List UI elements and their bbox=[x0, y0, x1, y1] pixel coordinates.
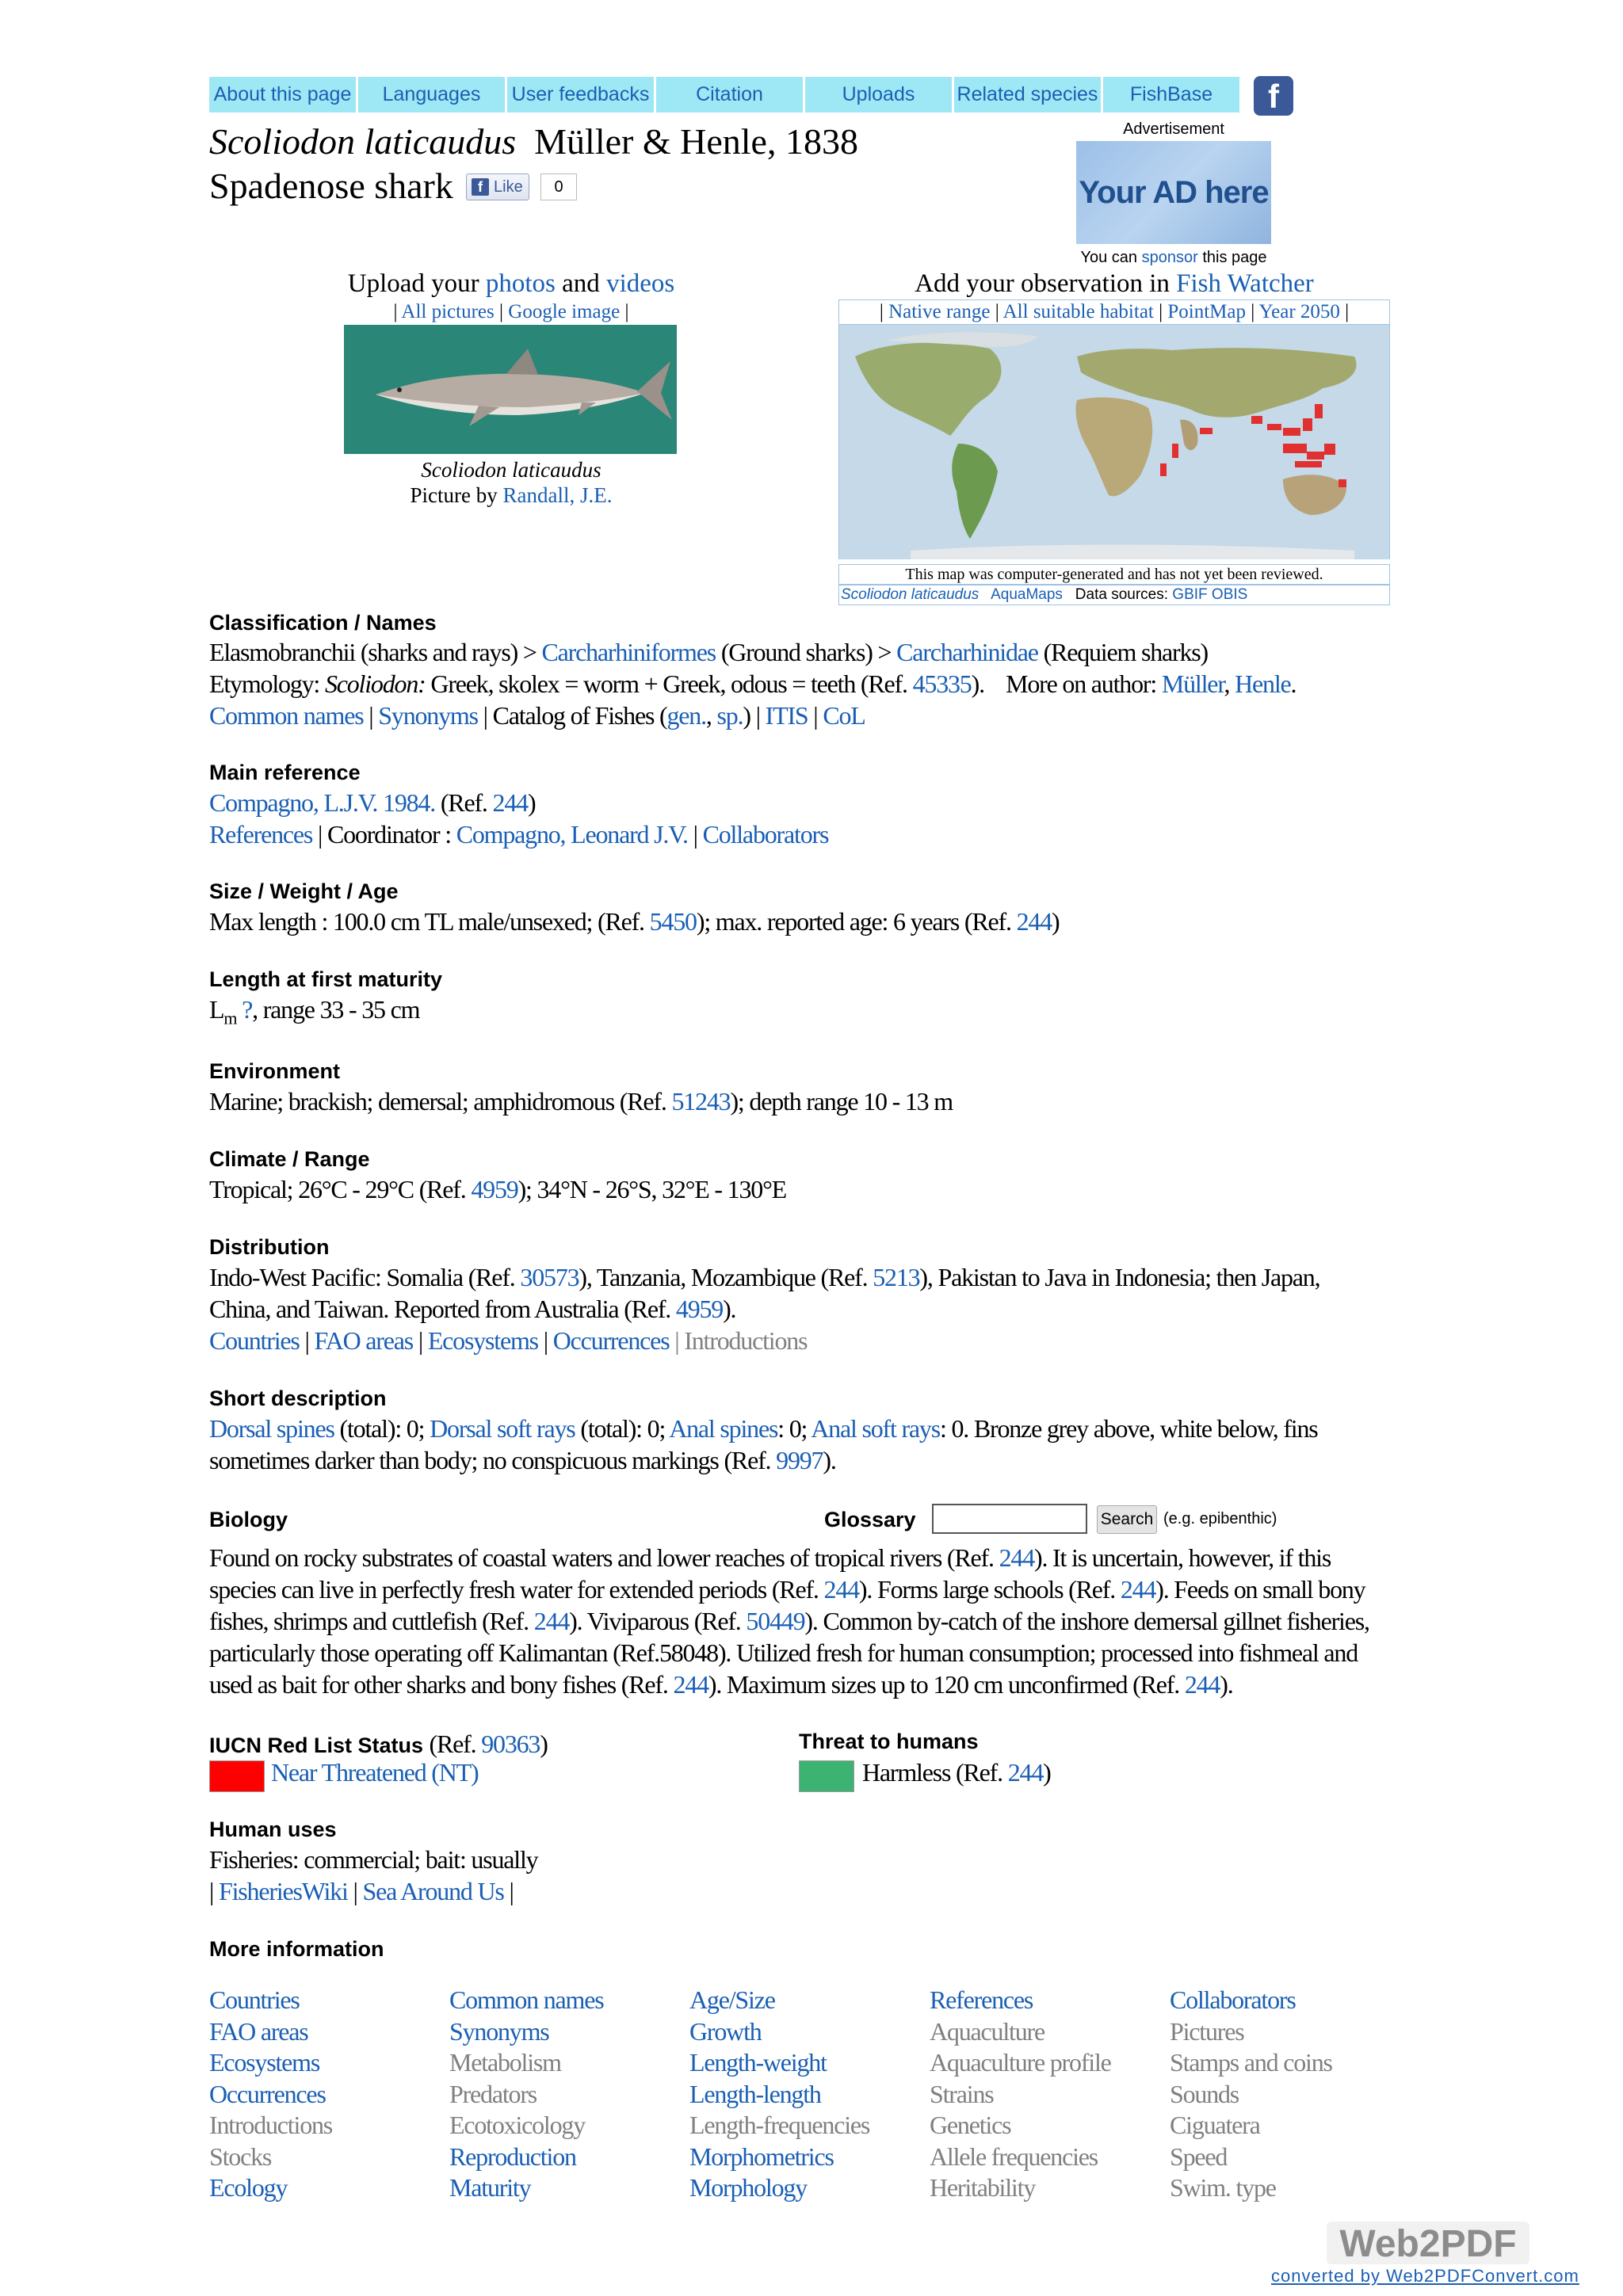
ref-244-link[interactable]: 244 bbox=[1120, 1575, 1156, 1604]
introductions-text: Introductions bbox=[684, 1326, 808, 1355]
glossary-search-input[interactable] bbox=[932, 1504, 1087, 1534]
ref-45335-link[interactable]: 45335 bbox=[912, 669, 972, 698]
author-more-label: More on author: bbox=[1006, 669, 1157, 698]
description-close: ). bbox=[823, 1446, 836, 1474]
environment-heading: Environment bbox=[209, 1059, 341, 1083]
pointmap-link[interactable]: PointMap bbox=[1167, 301, 1246, 322]
climate-line bbox=[209, 1173, 786, 1205]
maturity-range: , range 33 - 35 cm bbox=[252, 995, 420, 1024]
top-navigation bbox=[209, 77, 1239, 113]
biology-text: ). It is uncertain, however, if this bbox=[1034, 1543, 1331, 1572]
dorsal-soft-value: (total): 0; bbox=[580, 1414, 666, 1443]
iucn-ref-line bbox=[430, 1730, 548, 1758]
maturity-help-link[interactable]: ? bbox=[242, 995, 253, 1024]
biology-text: ). Common by-catch of the inshore demersal gillnet fisheries, bbox=[804, 1607, 1369, 1635]
like-label: Like bbox=[494, 177, 523, 196]
biology-line-4: particularly those operating off Kalimantan (Ref.58048). Utilized fresh for human consumption; processed into fishmeal and bbox=[209, 1638, 1358, 1667]
sponsor-prefix: You can bbox=[1080, 249, 1138, 266]
size-heading: Size / Weight / Age bbox=[209, 879, 399, 903]
ref-9997-link[interactable]: 9997 bbox=[776, 1446, 823, 1474]
age-text: ); max. reported age: 6 years (Ref. bbox=[696, 907, 1011, 936]
map-note: This map was computer-generated and has not yet been reviewed. bbox=[838, 564, 1390, 585]
ref-5450-link[interactable]: 5450 bbox=[649, 907, 697, 936]
native-range-link[interactable]: Native range bbox=[888, 301, 991, 322]
photo-credit bbox=[262, 483, 761, 508]
distribution-map[interactable] bbox=[838, 325, 1390, 559]
ref-5213-link[interactable]: 5213 bbox=[873, 1263, 920, 1291]
glossary-label: Glossary bbox=[824, 1508, 916, 1531]
more-info-morphometrics-link[interactable]: Morphometrics bbox=[689, 2142, 834, 2171]
more-info-age-size-link[interactable]: Age/Size bbox=[689, 1985, 775, 2014]
col-link[interactable]: CoL bbox=[823, 701, 865, 730]
distribution-heading: Distribution bbox=[209, 1235, 330, 1259]
author-muller-link[interactable]: Müller bbox=[1161, 669, 1224, 698]
upload-line bbox=[262, 269, 761, 299]
occurrences-link[interactable]: Occurrences bbox=[552, 1326, 670, 1355]
more-info-growth-link[interactable]: Growth bbox=[689, 2016, 762, 2046]
data-sources-label: Data sources: bbox=[1075, 586, 1169, 603]
classification-line bbox=[209, 636, 1208, 668]
more-info-length-length-link[interactable]: Length-length bbox=[689, 2079, 821, 2108]
more-info-sounds-text: Sounds bbox=[1170, 2079, 1239, 2108]
ref-51243-link[interactable]: 51243 bbox=[671, 1087, 731, 1116]
classification-links: Common names | Synonyms | Catalog of Fishes (gen., sp.) | ITIS | CoL bbox=[209, 701, 865, 730]
observe-prefix: Add your observation in bbox=[915, 269, 1170, 298]
short-description-heading: Short description bbox=[209, 1386, 387, 1410]
human-uses-links: | FisheriesWiki | Sea Around Us | bbox=[209, 1877, 514, 1905]
description-text: : 0. Bronze grey above, white below, fins bbox=[939, 1414, 1318, 1443]
more-info-ecosystems-link[interactable]: Ecosystems bbox=[209, 2048, 320, 2077]
distribution-text-5: ). bbox=[723, 1295, 736, 1323]
class-text: Elasmobranchii (sharks and rays) > bbox=[209, 638, 537, 666]
author-henle-link[interactable]: Henle bbox=[1235, 669, 1291, 698]
classification-heading: Classification / Names bbox=[209, 611, 437, 635]
distribution-line-2 bbox=[209, 1293, 735, 1325]
facebook-icon[interactable]: f bbox=[1254, 76, 1293, 116]
more-info-ecotoxicology-text: Ecotoxicology bbox=[449, 2111, 586, 2139]
size-text: Max length : 100.0 cm TL male/unsexed; (Ref. bbox=[209, 907, 644, 936]
references-link[interactable]: References bbox=[209, 820, 313, 849]
threat-heading: Threat to humans bbox=[799, 1730, 979, 1753]
more-info-fao-areas-link[interactable]: FAO areas bbox=[209, 2016, 308, 2046]
like-count: 0 bbox=[540, 174, 577, 200]
reference-links: References | Coordinator : Compagno, Leonard J.V. | Collaborators bbox=[209, 820, 829, 849]
ref-90363-link[interactable]: 90363 bbox=[481, 1730, 540, 1758]
nav-about[interactable]: About this page bbox=[209, 77, 358, 113]
iucn-status-link[interactable]: Near Threatened (NT) bbox=[271, 1758, 479, 1787]
description-text-2: sometimes darker than body; no conspicuous markings (Ref. bbox=[209, 1446, 771, 1474]
lm-subscript: m bbox=[223, 1008, 237, 1028]
sponsor-suffix: this page bbox=[1202, 249, 1267, 266]
suitable-habitat-link[interactable]: All suitable habitat bbox=[1002, 301, 1154, 322]
etymology-text: Greek, skolex = worm + Greek, odous = teeth (Ref. bbox=[430, 669, 907, 698]
distribution-text-3: ), Pakistan to Java in Indonesia; then Japan, bbox=[919, 1263, 1320, 1291]
human-uses-heading: Human uses bbox=[209, 1817, 337, 1841]
nav-citation[interactable]: Citation bbox=[656, 77, 805, 113]
family-link[interactable]: Carcharhinidae bbox=[896, 638, 1038, 666]
size-line bbox=[209, 906, 1059, 937]
more-info-length-weight-link[interactable]: Length-weight bbox=[689, 2048, 827, 2077]
ref-244-link[interactable]: 244 bbox=[1184, 1670, 1220, 1699]
world-map bbox=[839, 325, 1389, 559]
etymology-line: Etymology: Scoliodon: Greek, skolex = worm + Greek, odous = teeth (Ref. 45335). More on author: Müller, Henle. bbox=[209, 669, 1296, 698]
all-pictures-link[interactable]: All pictures bbox=[401, 301, 495, 322]
fisheries-wiki-link[interactable]: FisheriesWiki bbox=[219, 1877, 348, 1905]
more-info-column bbox=[449, 1985, 689, 2204]
ref-244-link[interactable]: 244 bbox=[492, 788, 528, 817]
climate-text: Tropical; 26°C - 29°C (Ref. bbox=[209, 1175, 466, 1203]
human-uses-text: Fisheries: commercial; bait: usually bbox=[209, 1845, 538, 1874]
web2pdf-logo[interactable] bbox=[1327, 2218, 1529, 2267]
nav-fishbase[interactable]: FishBase bbox=[1103, 77, 1239, 113]
distribution-text-2: ), Tanzania, Mozambique (Ref. bbox=[579, 1263, 868, 1291]
biology-text: ). Feeds on small bony bbox=[1155, 1575, 1365, 1604]
fao-areas-link[interactable]: FAO areas bbox=[314, 1326, 414, 1355]
more-info-allele-frequencies-text: Allele frequencies bbox=[930, 2142, 1098, 2171]
dorsal-spines-link[interactable]: Dorsal spines bbox=[209, 1414, 334, 1443]
depth-text: ); depth range 10 - 13 m bbox=[730, 1087, 953, 1116]
ad-label: Advertisement bbox=[1123, 120, 1224, 138]
ref-244-link[interactable]: 244 bbox=[673, 1670, 708, 1699]
ref-244-link[interactable]: 244 bbox=[1007, 1758, 1044, 1787]
map-links: | Native range | All suitable habitat | PointMap | Year 2050 | bbox=[838, 299, 1390, 325]
and-text: and bbox=[562, 269, 600, 298]
more-info-grid bbox=[209, 1985, 1461, 2204]
web2pdf-logo-image bbox=[1327, 2218, 1529, 2267]
synonyms-link[interactable]: Synonyms bbox=[378, 701, 478, 730]
environment-line bbox=[209, 1085, 953, 1117]
ref-50449-link[interactable]: 50449 bbox=[746, 1607, 805, 1635]
nav-languages[interactable]: Languages bbox=[358, 77, 507, 113]
ref-4959-link[interactable]: 4959 bbox=[675, 1295, 724, 1323]
anal-soft-rays-link[interactable]: Anal soft rays bbox=[811, 1414, 940, 1443]
more-info-stamps-and-coins-text: Stamps and coins bbox=[1170, 2048, 1332, 2077]
photo-caption: Scoliodon laticaudus bbox=[421, 458, 601, 482]
biology-line-1 bbox=[209, 1542, 1331, 1573]
nav-uploads[interactable]: Uploads bbox=[805, 77, 954, 113]
obis-link[interactable]: OBIS bbox=[1211, 586, 1248, 603]
more-info-reproduction-link[interactable]: Reproduction bbox=[449, 2142, 576, 2171]
nav-user-feedbacks[interactable]: User feedbacks bbox=[507, 77, 656, 113]
size-close: ) bbox=[1052, 907, 1060, 936]
maturity-line bbox=[209, 994, 419, 1034]
more-info-introductions-text: Introductions bbox=[209, 2111, 333, 2139]
common-names-link[interactable]: Common names bbox=[209, 701, 364, 730]
iucn-ref-close: ) bbox=[540, 1730, 548, 1758]
map-species-link[interactable]: Scoliodon laticaudus bbox=[841, 586, 980, 603]
upload-prefix: Upload your bbox=[347, 269, 479, 298]
ad-banner-text: Your AD here bbox=[1079, 174, 1269, 210]
more-info-strains-text: Strains bbox=[930, 2079, 994, 2108]
dorsal-soft-rays-link[interactable]: Dorsal soft rays bbox=[430, 1414, 575, 1443]
dorsal-spines-value: (total): 0; bbox=[339, 1414, 425, 1443]
etymology-label: Etymology: bbox=[209, 669, 320, 698]
facebook-icon: f bbox=[472, 178, 489, 196]
coordinator-label: Coordinator : bbox=[327, 820, 451, 849]
more-info-speed-text: Speed bbox=[1170, 2142, 1228, 2171]
more-info-ecology-link[interactable]: Ecology bbox=[209, 2173, 288, 2202]
distribution-text-4: China, and Taiwan. Reported from Australia (Ref. bbox=[209, 1295, 671, 1323]
year-2050-link[interactable]: Year 2050 bbox=[1258, 301, 1340, 322]
web2pdf-logo-text: Web2PDF bbox=[1339, 2223, 1517, 2265]
aquamaps-link[interactable]: AquaMaps bbox=[991, 586, 1063, 603]
more-info-column bbox=[1170, 1985, 1410, 2204]
itis-link[interactable]: ITIS bbox=[765, 701, 808, 730]
more-info-swim-type-text: Swim. type bbox=[1170, 2173, 1276, 2202]
environment-text: Marine; brackish; demersal; amphidromous (Ref. bbox=[209, 1087, 666, 1116]
biology-text: ). Forms large schools (Ref. bbox=[858, 1575, 1116, 1604]
anal-spines-link[interactable]: Anal spines bbox=[669, 1414, 778, 1443]
threat-line bbox=[862, 1756, 1051, 1788]
scientific-name: Scoliodon laticaudus bbox=[209, 121, 517, 162]
short-description-line-1 bbox=[209, 1413, 1318, 1444]
etymology-close: ). bbox=[971, 669, 984, 698]
distribution-text-1: Indo-West Pacific: Somalia (Ref. bbox=[209, 1263, 515, 1291]
more-info-genetics-text: Genetics bbox=[930, 2111, 1011, 2139]
climate-heading: Climate / Range bbox=[209, 1147, 370, 1171]
ref-prefix: (Ref. bbox=[440, 788, 487, 817]
collaborators-link[interactable]: Collaborators bbox=[702, 820, 829, 849]
threat-close: ) bbox=[1043, 1758, 1051, 1787]
observation-line bbox=[838, 269, 1390, 299]
iucn-ref-prefix: (Ref. bbox=[429, 1730, 476, 1758]
biology-line-5 bbox=[209, 1669, 1233, 1700]
iucn-heading-line bbox=[209, 1730, 548, 1759]
order-link[interactable]: Carcharhiniformes bbox=[541, 638, 716, 666]
catalog-label: Catalog of Fishes ( bbox=[492, 701, 667, 730]
credit-prefix: Picture by bbox=[410, 483, 498, 507]
anal-spines-value: : 0; bbox=[777, 1414, 808, 1443]
maturity-heading: Length at first maturity bbox=[209, 967, 443, 991]
picture-links: | All pictures | Google image | bbox=[393, 301, 629, 322]
species-photo[interactable] bbox=[344, 325, 677, 454]
ref-30573-link[interactable]: 30573 bbox=[520, 1263, 579, 1291]
videos-link[interactable]: videos bbox=[606, 269, 675, 298]
main-reference-heading: Main reference bbox=[209, 761, 361, 784]
biology-line-2 bbox=[209, 1573, 1365, 1605]
main-reference-line: Compagno, L.J.V. 1984. (Ref. 244) bbox=[209, 788, 536, 817]
fish-watcher-link[interactable]: Fish Watcher bbox=[1176, 269, 1314, 298]
biology-text: used as bait for other sharks and bony fishes (Ref. bbox=[209, 1670, 668, 1699]
more-info-ciguatera-text: Ciguatera bbox=[1170, 2111, 1260, 2139]
more-info-maturity-link[interactable]: Maturity bbox=[449, 2173, 531, 2202]
ad-sponsor-line bbox=[1076, 249, 1271, 267]
more-info-common-names-link[interactable]: Common names bbox=[449, 1985, 604, 2014]
facebook-like-button[interactable] bbox=[466, 174, 529, 200]
more-info-column bbox=[689, 1985, 930, 2204]
ad-banner[interactable] bbox=[1076, 141, 1271, 244]
common-name: Spadenose shark bbox=[209, 166, 453, 206]
more-info-metabolism-text: Metabolism bbox=[449, 2048, 561, 2077]
etymology-genus: Scoliodon: bbox=[324, 669, 426, 698]
threat-status-color bbox=[799, 1760, 854, 1792]
more-info-length-frequencies-text: Length-frequencies bbox=[689, 2111, 870, 2139]
more-info-stocks-text: Stocks bbox=[209, 2142, 272, 2171]
short-description-line-2 bbox=[209, 1444, 836, 1476]
glossary-example: (e.g. epibenthic) bbox=[1163, 1510, 1277, 1527]
sponsor-link[interactable]: sponsor bbox=[1141, 249, 1198, 266]
iucn-status-color bbox=[209, 1760, 265, 1792]
more-info-predators-text: Predators bbox=[449, 2079, 537, 2108]
biology-heading: Biology bbox=[209, 1508, 288, 1531]
more-info-heading: More information bbox=[209, 1937, 384, 1961]
more-info-collaborators-link[interactable]: Collaborators bbox=[1170, 1985, 1296, 2014]
biology-text: species can live in perfectly fresh water for extended periods (Ref. bbox=[209, 1575, 819, 1604]
more-info-references-link[interactable]: References bbox=[930, 1985, 1033, 2014]
sp-link[interactable]: sp. bbox=[716, 701, 743, 730]
google-image-link[interactable]: Google image bbox=[508, 301, 621, 322]
gen-link[interactable]: gen. bbox=[666, 701, 706, 730]
biology-line-3 bbox=[209, 1605, 1369, 1637]
more-info-column bbox=[930, 1985, 1170, 2204]
biology-text: ). bbox=[1220, 1670, 1233, 1699]
more-info-occurrences-link[interactable]: Occurrences bbox=[209, 2079, 326, 2108]
order-common: (Ground sharks) > bbox=[720, 638, 892, 666]
countries-link[interactable]: Countries bbox=[209, 1326, 300, 1355]
iucn-heading: IUCN Red List Status bbox=[209, 1733, 424, 1757]
ecosystems-link[interactable]: Ecosystems bbox=[427, 1326, 538, 1355]
biology-text: ). Viviparous (Ref. bbox=[569, 1607, 741, 1635]
glossary-search-button[interactable]: Search bbox=[1097, 1505, 1157, 1534]
ref-244-link[interactable]: 244 bbox=[999, 1543, 1034, 1572]
ref-244-link[interactable]: 244 bbox=[823, 1575, 859, 1604]
more-info-aquaculture-profile-text: Aquaculture profile bbox=[930, 2048, 1111, 2077]
species-author: Müller & Henle, 1838 bbox=[534, 121, 858, 162]
more-info-aquaculture-text: Aquaculture bbox=[930, 2016, 1044, 2046]
page-title bbox=[209, 120, 858, 162]
family-common: (Requiem sharks) bbox=[1043, 638, 1209, 666]
map-sources bbox=[838, 585, 1390, 605]
sea-around-us-link[interactable]: Sea Around Us bbox=[362, 1877, 504, 1905]
biology-text: fishes, shrimps and cuttlefish (Ref. bbox=[209, 1607, 529, 1635]
nav-related-species[interactable]: Related species bbox=[954, 77, 1103, 113]
distribution-line-1 bbox=[209, 1261, 1319, 1293]
distribution-links: Countries | FAO areas | Ecosystems | Occurrences | Introductions bbox=[209, 1326, 808, 1355]
compagno-1984-link[interactable]: Compagno, L.J.V. 1984. bbox=[209, 788, 436, 817]
biology-text: ). Maximum sizes up to 120 cm unconfirmed (Ref. bbox=[708, 1670, 1180, 1699]
biology-text: Found on rocky substrates of coastal waters and lower reaches of tropical rivers (Ref. bbox=[209, 1543, 994, 1572]
more-info-column bbox=[209, 1985, 449, 2204]
photos-link[interactable]: photos bbox=[485, 269, 556, 298]
lm-label: L bbox=[209, 995, 224, 1024]
threat-text: Harmless (Ref. bbox=[862, 1758, 1002, 1787]
more-info-pictures-text: Pictures bbox=[1170, 2016, 1244, 2046]
more-info-synonyms-link[interactable]: Synonyms bbox=[449, 2016, 549, 2046]
shark-image bbox=[344, 325, 677, 454]
more-info-heritability-text: Heritability bbox=[930, 2173, 1036, 2202]
web2pdf-converted-link[interactable]: converted by Web2PDFConvert.com bbox=[1271, 2266, 1579, 2286]
range-text: ); 34°N - 26°S, 32°E - 130°E bbox=[517, 1175, 787, 1203]
ref-244-link[interactable]: 244 bbox=[1016, 907, 1052, 936]
iucn-status-line bbox=[271, 1756, 478, 1788]
more-info-countries-link[interactable]: Countries bbox=[209, 1985, 300, 2014]
ref-4959-link[interactable]: 4959 bbox=[471, 1175, 518, 1203]
gbif-link[interactable]: GBIF bbox=[1172, 586, 1208, 603]
ref-244-link[interactable]: 244 bbox=[533, 1607, 570, 1635]
photographer-link[interactable]: Randall, J.E. bbox=[502, 483, 613, 507]
coordinator-link[interactable]: Compagno, Leonard J.V. bbox=[456, 820, 688, 849]
more-info-morphology-link[interactable]: Morphology bbox=[689, 2173, 808, 2202]
